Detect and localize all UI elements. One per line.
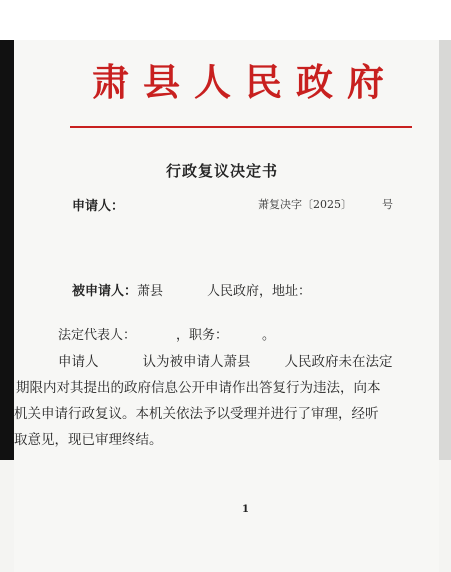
body-line-1a: 申请人 [58, 354, 99, 370]
body-line-4: 取意见，现已审理终结。 [14, 432, 163, 448]
document-title: 行政复议决定书 [166, 162, 279, 180]
respondent-line [72, 280, 311, 299]
respondent-text-b: 人民政府，地址： [207, 284, 312, 299]
document-number-suffix: 号 [382, 198, 393, 211]
legal-rep-label: 法定代表人： [58, 328, 137, 343]
right-page-edge [439, 40, 451, 460]
document-number [258, 196, 393, 212]
body-line-1b: 认为被申请人萧县 [142, 354, 251, 370]
legal-rep-mid: ，职务： [176, 328, 229, 343]
letterhead-divider [70, 126, 412, 128]
body-line-1 [58, 350, 393, 370]
letterhead-title: 肃县人民政府 [92, 60, 398, 104]
applicant-label: 申请人： [72, 199, 125, 214]
legal-rep-line [58, 324, 275, 343]
respondent-text-a: 萧县 [137, 284, 164, 299]
legal-rep-end: 。 [262, 328, 276, 343]
page-number: 1 [242, 504, 249, 515]
body-line-3: 机关申请行政复议。本机关依法予以受理并进行了审理，经听 [14, 406, 379, 422]
body-line-2: 期限内对其提出的政府信息公开申请作出答复行为违法，向本 [16, 380, 381, 396]
left-shadow-edge [0, 40, 14, 460]
top-margin [0, 0, 451, 40]
document-page [14, 40, 439, 572]
document-number-prefix: 萧复决字〔2025〕 [258, 198, 352, 211]
respondent-label: 被申请人： [72, 284, 138, 299]
body-line-1c: 人民政府未在法定 [284, 354, 393, 370]
